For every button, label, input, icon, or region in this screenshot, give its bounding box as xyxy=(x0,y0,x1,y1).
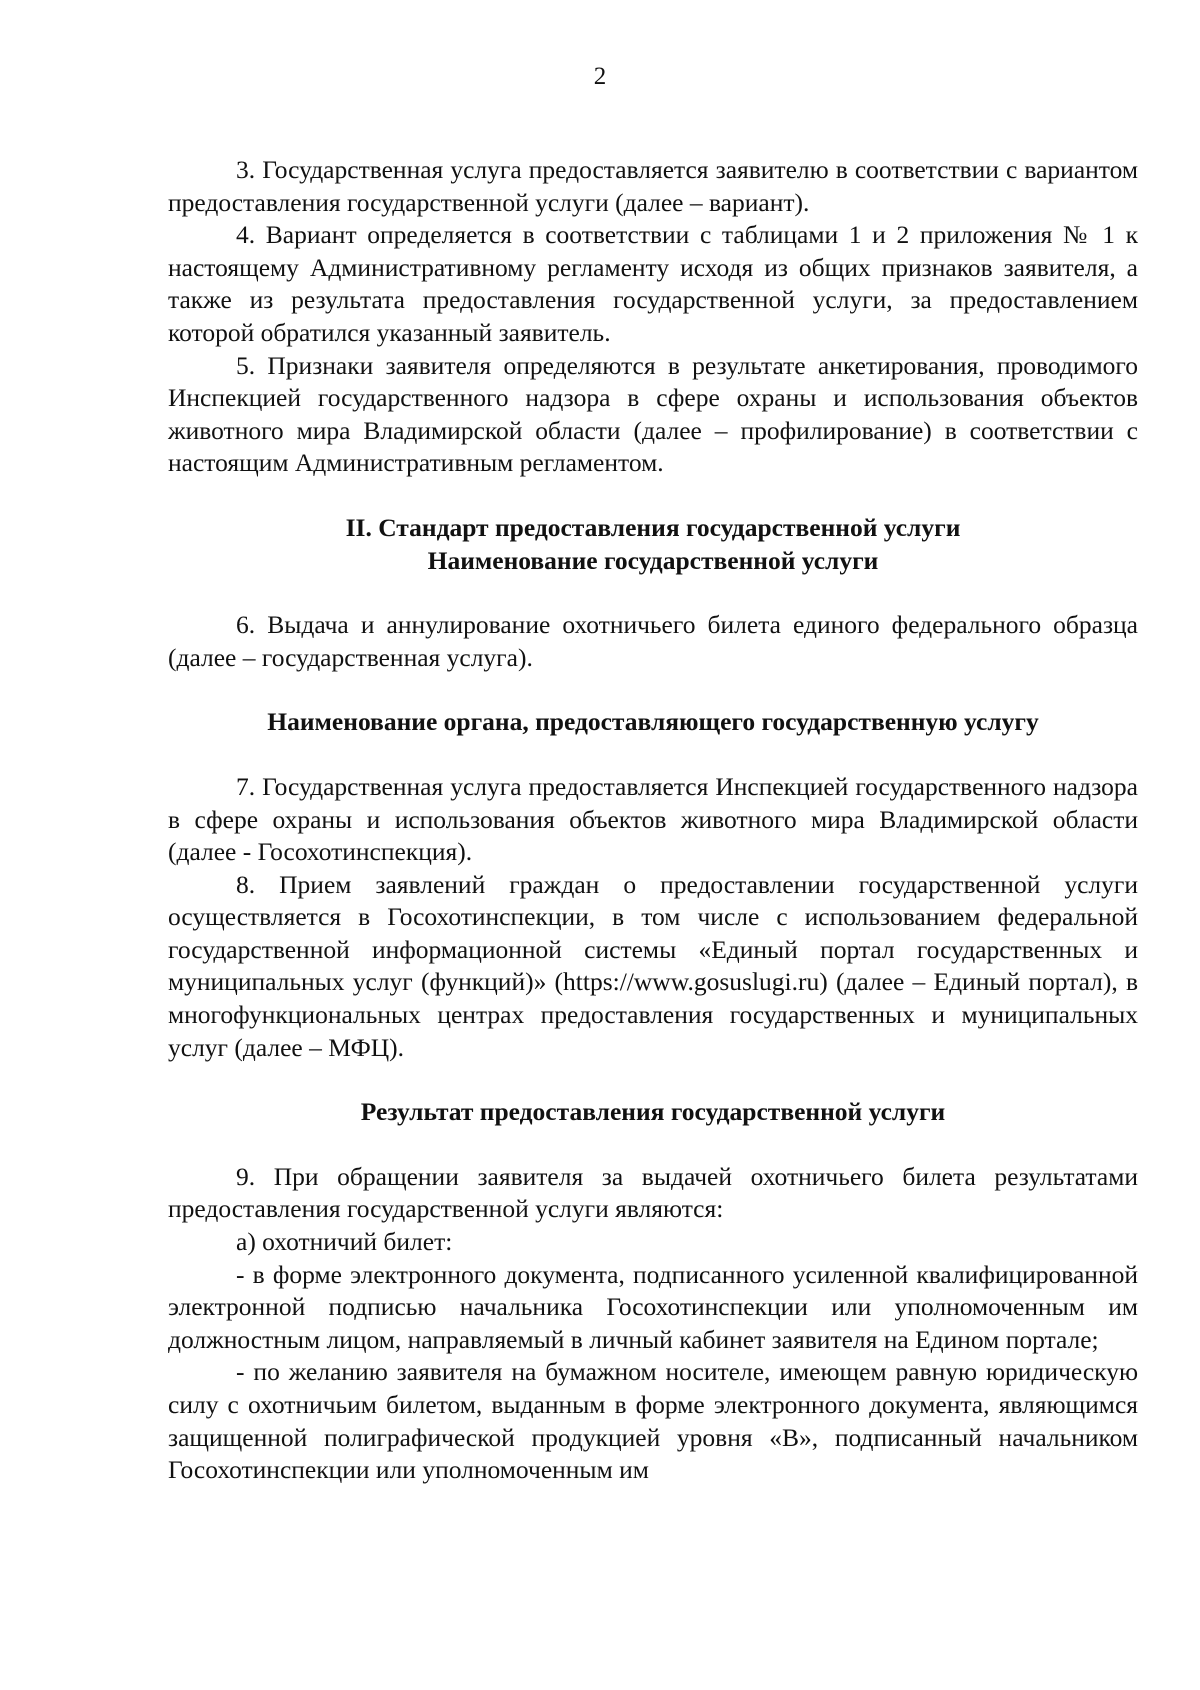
paragraph-9: 9. При обращении заявителя за выдачей охотничьего билета результатами предоставления государственной услуги являются: xyxy=(168,1161,1138,1224)
section-title-line-1: II. Стандарт предоставления государственной услуги xyxy=(345,512,961,542)
list-dash-item-paper: - по желанию заявителя на бумажном носителе, имеющем равную юридическую силу с охотничьим билетом, выданным в форме электронного документа, являющимся защищенной полиграфической продукцией уровня «В», подписанный начальником Госохотинспекции или уполномоченным им xyxy=(168,1357,1138,1485)
list-dash-item-electronic: - в форме электронного документа, подписанного усиленной квалифицированной электронной подписью начальника Госохотинспекции или уполномоченным им должностным лицом, направляемый в личный кабинет заявителя на Едином портале; xyxy=(168,1259,1138,1354)
paragraph-8: 8. Прием заявлений граждан о предоставлении государственной услуги осуществляется в Госохотинспекции, в том числе с использованием федеральной государственной информационной системы «Единый портал государственных и муниципальных услуг (функций)» (https://www.gosuslugi.ru) (далее – Единый портал), в многофункциональных центрах предоставления государственных и муниципальных услуг (далее – МФЦ). xyxy=(168,869,1138,1062)
paragraph-3: 3. Государственная услуга предоставляется заявителю в соответствии с вариантом предоставления государственной услуги (далее – вариант). xyxy=(168,155,1138,217)
organ-heading: Наименование органа, предоставляющего государственную услугу xyxy=(267,707,1039,737)
paragraph-7: 7. Государственная услуга предоставляется Инспекцией государственного надзора в сфере охраны и использования объектов животного мира Владимирской области (далее - Госохотинспекция). xyxy=(168,771,1138,867)
page-number: 2 xyxy=(593,63,607,90)
result-heading: Результат предоставления государственной услуги xyxy=(360,1097,946,1127)
section-title-line-2: Наименование государственной услуги xyxy=(427,545,879,575)
paragraph-4: 4. Вариант определяется в соответствии с таблицами 1 и 2 приложения № 1 к настоящему Административному регламенту исходя из общих признаков заявителя, а также из результата предоставления государственной услуги, за предоставлением которой обратился указанный заявитель. xyxy=(168,220,1138,347)
list-item-a: а) охотничий билет: xyxy=(236,1227,453,1257)
paragraph-5: 5. Признаки заявителя определяются в результате анкетирования, проводимого Инспекцией государственного надзора в сфере охраны и использования объектов животного мира Владимирской области (далее – профилирование) в соответствии с настоящим Административным регламентом. xyxy=(168,350,1138,478)
document-body xyxy=(168,154,1138,1487)
paragraph-6: 6. Выдача и аннулирование охотничьего билета единого федерального образца (далее – государственная услуга). xyxy=(168,610,1138,672)
